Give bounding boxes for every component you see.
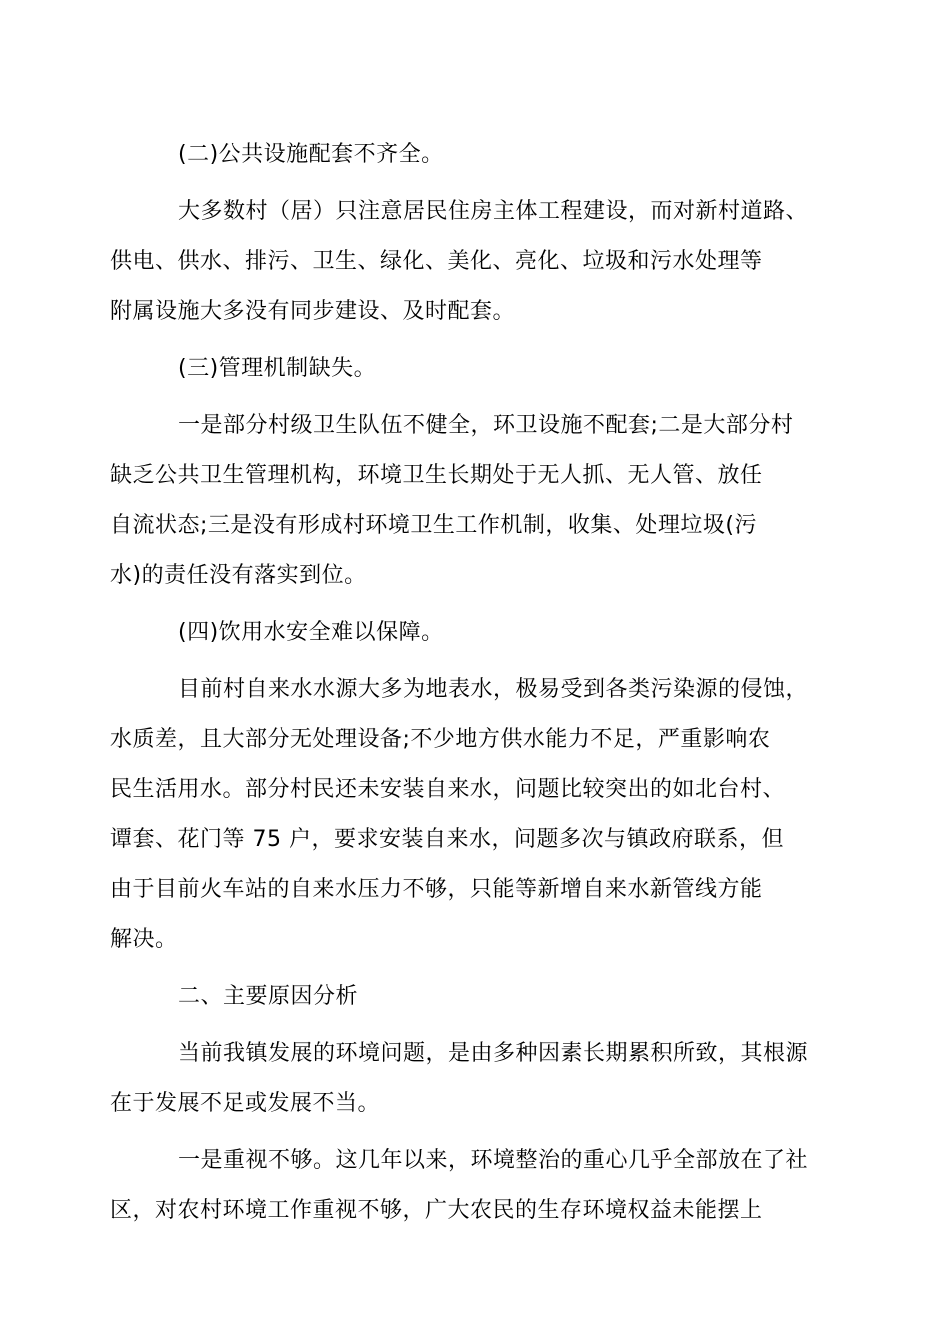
- text-line: 二、主要原因分析: [178, 984, 359, 1009]
- paragraph-root-cause: [110, 1029, 809, 1129]
- text-line: 当前我镇发展的环境问题，是由多种因素长期累积所致，其根源: [178, 1041, 809, 1066]
- document-body: [110, 130, 809, 1243]
- heading-cause-analysis: [144, 972, 808, 1022]
- text-line: 区，对农村环境工作重视不够，广大农民的生存环境权益未能摆上: [110, 1198, 763, 1223]
- heading-management-mechanism: [144, 344, 808, 394]
- text-line: 自流状态;三是没有形成村环境卫生工作机制，收集、处理垃圾(污: [110, 513, 757, 538]
- text-line: (四)饮用水安全难以保障。: [178, 620, 444, 645]
- text-line: 民生活用水。部分村民还未安装自来水，问题比较突出的如北台村、: [110, 777, 786, 802]
- text-line: 一是部分村级卫生队伍不健全，环卫设施不配套;二是大部分村: [178, 413, 794, 438]
- text-line: 大多数村（居）只注意居民住房主体工程建设，而对新村道路、: [178, 199, 809, 224]
- text-line: 供电、供水、排污、卫生、绿化、美化、亮化、垃圾和污水处理等: [110, 249, 763, 274]
- text-line: 水质差，且大部分无处理设备;不少地方供水能力不足，严重影响农: [110, 727, 771, 752]
- text-line: 解决。: [110, 927, 178, 952]
- text-line: 缺乏公共卫生管理机构，环境卫生长期处于无人抓、无人管、放任: [110, 463, 763, 488]
- heading-public-facilities: [144, 130, 808, 180]
- text-line: 一是重视不够。这几年以来，环境整治的重心几乎全部放在了社: [178, 1148, 809, 1173]
- paragraph-management-mechanism: [110, 401, 808, 601]
- text-line: 由于目前火车站的自来水压力不够，只能等新增自来水新管线方能: [110, 877, 763, 902]
- text-line: 附属设施大多没有同步建设、及时配套。: [110, 299, 516, 324]
- paragraph-insufficient-attention: [110, 1136, 809, 1236]
- heading-drinking-water: [144, 608, 808, 658]
- paragraph-drinking-water: [110, 665, 809, 965]
- text-line: 目前村自来水水源大多为地表水，极易受到各类污染源的侵蚀，: [178, 677, 809, 702]
- text-line: 在于发展不足或发展不当。: [110, 1091, 381, 1116]
- paragraph-public-facilities: [110, 187, 809, 337]
- text-line: (三)管理机制缺失。: [178, 356, 377, 381]
- text-line: 水)的责任没有落实到位。: [110, 563, 367, 588]
- text-line: 谭套、花门等 75 户，要求安装自来水，问题多次与镇政府联系，但: [110, 827, 784, 852]
- text-line: (二)公共设施配套不齐全。: [178, 142, 444, 167]
